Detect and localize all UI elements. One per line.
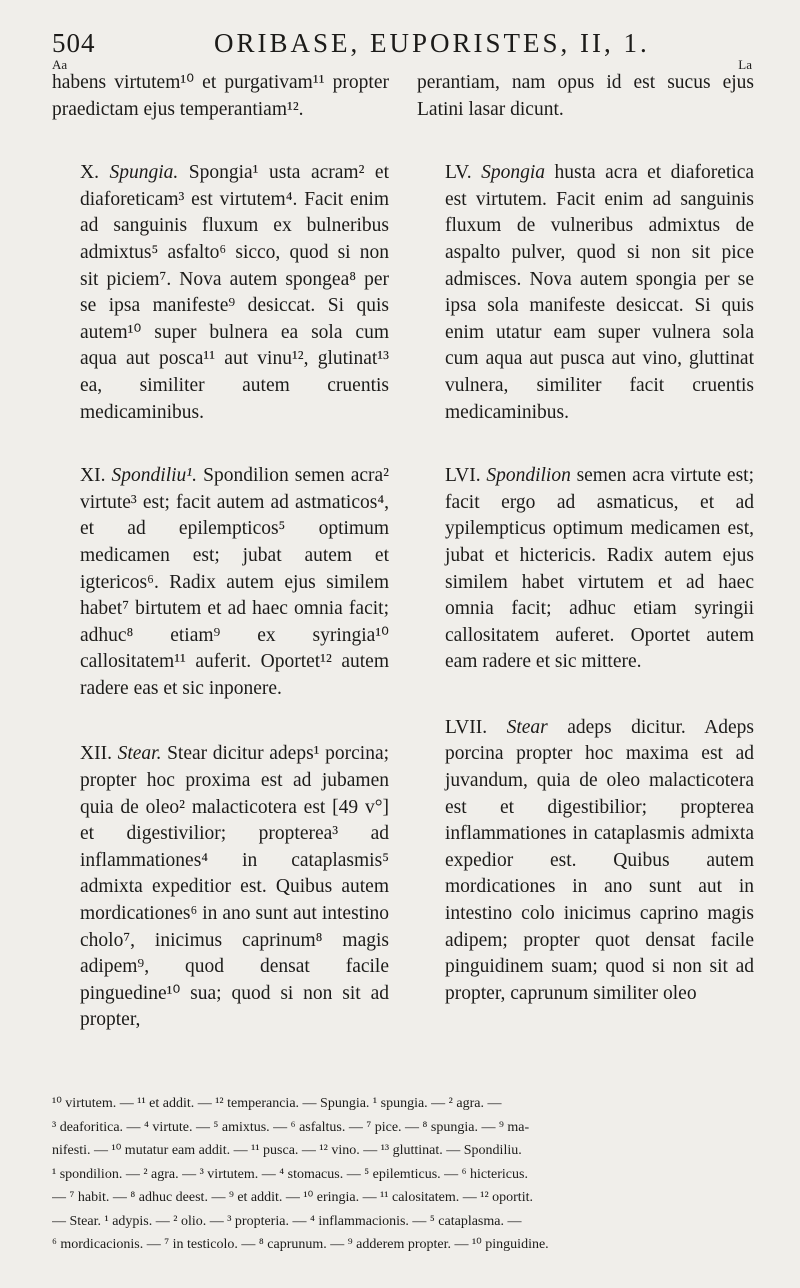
chapter-lvii <box>417 715 754 1008</box>
footnote-line: — Stear. ¹ adypis. — ² olio. — ³ propteria. — ⁴ inflammacionis. — ⁵ cataplasma. — <box>52 1213 522 1229</box>
footnote-line: ¹⁰ virtutem. — ¹¹ et addit. — ¹² temperancia. — Spungia. ¹ spungia. — ² agra. — <box>52 1096 502 1111</box>
chapter-x-title: Spungia. <box>109 162 179 184</box>
footnotes <box>52 1092 757 1257</box>
chapter-xii-text: Stear dicitur adeps¹ porcina; propter hoc proxima est ad jubamen quia de oleo² malacticotera est [49 v°] et digestivilior; propterea³ ad inflammationes⁴ in cataplasmis⁵ admixta expeditior est. Quibus autem mordicationes⁶ in ano sunt aut intestino cholo⁷, inicimus caprinum⁸ magis adipem⁹, quod densat facile pinguedine¹⁰ sua; quod si non sit ad propter, <box>80 743 390 1031</box>
footnote-line: nifesti. — ¹⁰ mutatur eam addit. — ¹¹ pusca. — ¹² vino. — ¹³ gluttinat. — Spondiliu. <box>52 1143 522 1158</box>
left-column <box>52 70 389 1034</box>
manuscript-siglum-left: Aa <box>52 57 68 72</box>
chapter-lv-number: LV. <box>445 162 472 184</box>
footnote-line: ⁶ mordicacionis. — ⁷ in testicolo. — ⁸ caprunum. — ⁹ adderem propter. — ¹⁰ pinguidine. <box>52 1237 549 1252</box>
left-intro-paragraph: habens virtutem¹⁰ et purgativam¹¹ propter praedictam ejus temperantiam¹². <box>52 72 389 120</box>
chapter-xi-title: Spondiliu¹. <box>111 465 198 487</box>
chapter-xii-title: Stear. <box>117 743 162 765</box>
manuscript-siglum-right: La <box>738 57 752 72</box>
chapter-xii <box>52 741 389 1034</box>
chapter-lvi-title: Spondilion <box>486 465 571 487</box>
chapter-x-text: Spongia¹ usta acram² et diaforeticam³ est virtutem⁴. Facit enim ad sanguinis fluxum ex bulneribus admixtus⁵ asfalto⁶ sicco, quod si non sit piciem⁷. Nova autem spongea⁸ per se ipsa manifeste⁹ desiccat. Si quis autem¹⁰ super bulnera ea sola cum aqua aut posca¹¹ aut vinu¹², glutinat¹³ ea, similiter autem cruentis medicaminibus. <box>80 162 389 423</box>
page-header <box>52 22 752 72</box>
chapter-lv-text: husta acra et diaforetica est virtutem. Facit enim ad sanguinis fluxum de vulneribus admixtus de aspalto pulver, quod si non sit pice admisces. Nova autem spongia per se ipsa sola manifeste desiccat. Si quis enim utatur eam super vulnera sola cum aqua aut pusca aut vino, gluttinat vulnera, similiter facit cruentis medicaminibus. <box>445 162 755 423</box>
chapter-lvii-text: adeps dicitur. Adeps porcina propter hoc maxima est ad juvandum, quia de oleo malacticotera est et digestibilior; propterea inflammationes in cataplasmis admixta expedior est. Quibus autem mordicationes in ano sunt aut in intestino colo inicimus caprino magis adipem; propter quot densat facile pinguidinem suam; quod si non sit ad propter, caprunum similiter oleo <box>445 716 755 1004</box>
footnote-line: ¹ spondilion. — ² agra. — ³ virtutem. — ⁴ stomacus. — ⁵ epilemticus. — ⁶ hictericus. <box>52 1166 528 1182</box>
chapter-x-number: X. <box>80 162 99 184</box>
chapter-lv-title: Spongia <box>481 162 545 184</box>
chapter-lvi-text: semen acra virtute est; facit ergo ad asmaticus, et ad ypilempticus optimum medicamen est, jubat et hictericis. Radix autem ejus similem habet virtutem et ad haec omnia facit; adhuc etiam syringii callositatem auferet. Oportet autem eam radere et sic mittere. <box>445 465 755 673</box>
right-column <box>417 70 754 1007</box>
chapter-lvii-title: Stear <box>506 716 548 738</box>
chapter-lvi-number: LVI. <box>445 465 481 487</box>
chapter-xi-number: XI. <box>80 465 106 487</box>
chapter-lvii-number: LVII. <box>445 716 488 738</box>
footnote-line: — ⁷ habit. — ⁸ adhuc deest. — ⁹ et addit. — ¹⁰ eringia. — ¹¹ calositatem. — ¹² oportit. <box>52 1190 533 1205</box>
chapter-x <box>52 160 389 426</box>
chapter-lvi <box>417 463 754 676</box>
chapter-xii-number: XII. <box>80 743 112 765</box>
chapter-xi <box>52 463 389 702</box>
footnote-line: ³ deaforitica. — ⁴ virtute. — ⁵ amixtus. — ⁶ asfaltus. — ⁷ pice. — ⁸ spungia. — ⁹ ma- <box>52 1119 530 1135</box>
chapter-xi-text: Spondilion semen acra² virtute³ est; facit autem ad astmaticos⁴, et ad epilempticos⁵ optimum medicamen est; jubat autem et igtericos⁶. Radix autem ejus similem habet⁷ birtutem et ad haec omnia facit; adhuc⁸ etiam⁹ ex syringia¹⁰ callositatem¹¹ auferit. Oportet¹² autem radere eas et sic inponere. <box>80 465 390 699</box>
running-title: ORIBASE, EUPORISTES, II, 1. <box>214 28 650 58</box>
page-number: 504 <box>52 28 96 58</box>
chapter-lv <box>417 160 754 426</box>
right-intro-paragraph: perantiam, nam opus id est sucus ejus Latini lasar dicunt. <box>417 72 754 120</box>
